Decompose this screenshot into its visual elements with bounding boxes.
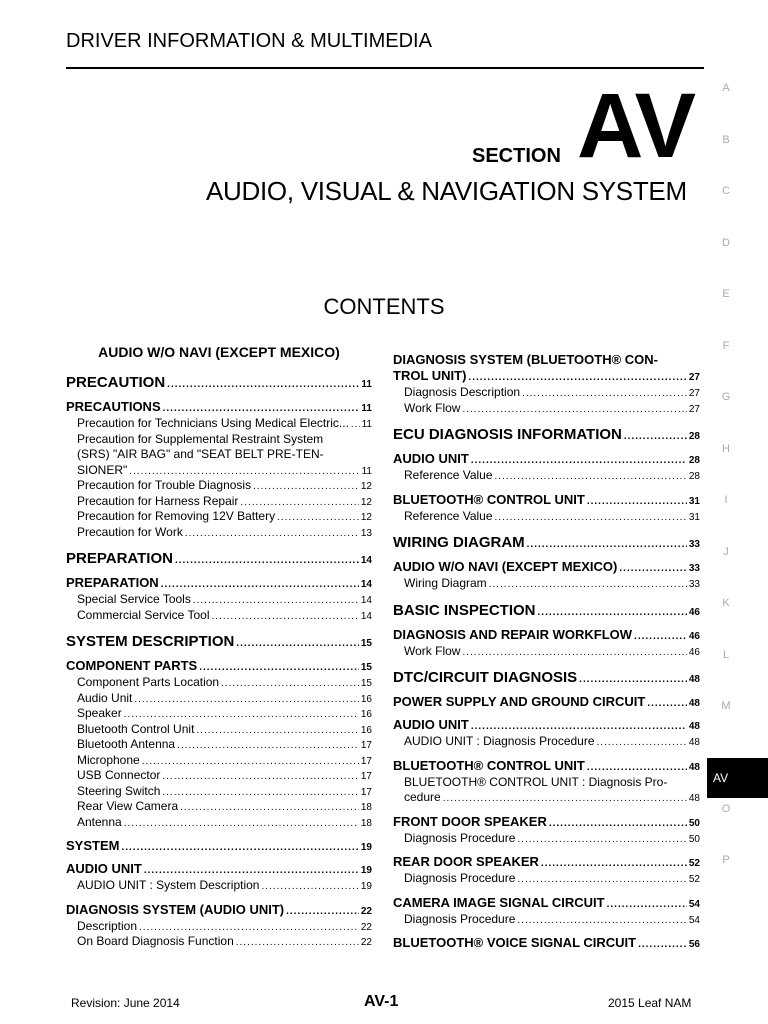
section-tab-e[interactable]: E bbox=[722, 288, 730, 300]
toc-subsection[interactable] bbox=[393, 814, 700, 829]
dot-leader bbox=[489, 579, 687, 590]
dot-leader bbox=[240, 497, 358, 508]
dot-leader bbox=[549, 818, 687, 829]
toc-entry-title: AUDIO UNIT bbox=[66, 861, 142, 876]
toc-page-number: 27 bbox=[688, 388, 700, 399]
toc-item[interactable] bbox=[66, 509, 372, 525]
dot-leader bbox=[462, 404, 686, 415]
toc-page-number: 28 bbox=[688, 471, 700, 482]
toc-page-number: 48 bbox=[688, 737, 700, 748]
toc-subsection[interactable] bbox=[393, 854, 700, 869]
toc-entry-title: Diagnosis Procedure bbox=[404, 911, 516, 926]
toc-entry-title: TROL UNIT) bbox=[393, 368, 467, 383]
contents-title: CONTENTS bbox=[323, 294, 445, 319]
toc-entry-title: Diagnosis Description bbox=[404, 385, 521, 399]
toc-entry-title: Reference Value bbox=[404, 508, 493, 523]
toc-chapter[interactable] bbox=[66, 633, 372, 650]
toc-entry-text: BLUETOOTH® CONTROL UNIT : Diagnosis Pro- bbox=[404, 774, 668, 789]
dot-leader bbox=[471, 721, 687, 732]
dot-leader bbox=[579, 674, 687, 685]
header-rule bbox=[66, 67, 704, 69]
toc-subsection[interactable] bbox=[66, 399, 372, 414]
toc-entry-title: Work Flow bbox=[404, 400, 461, 415]
toc-subsection[interactable] bbox=[393, 895, 700, 910]
dot-leader bbox=[286, 906, 359, 917]
toc-entry-title: On Board Diagnosis Function bbox=[77, 934, 234, 948]
toc-entry-title: Precaution for Removing 12V Battery bbox=[77, 509, 276, 523]
toc-entry-text: DIAGNOSIS SYSTEM (BLUETOOTH® CON- bbox=[393, 352, 659, 367]
toc-entry-title: DIAGNOSIS SYSTEM (AUDIO UNIT) bbox=[66, 901, 285, 917]
dot-leader bbox=[163, 403, 360, 414]
toc-left-column bbox=[66, 344, 372, 950]
toc-page-number: 48 bbox=[688, 793, 700, 804]
footer-page-number: AV-1 bbox=[364, 993, 399, 1010]
toc-chapter[interactable] bbox=[393, 602, 700, 619]
toc-page-number: 33 bbox=[688, 563, 700, 574]
toc-page-number: 15 bbox=[360, 662, 372, 673]
toc-page-number: 28 bbox=[688, 431, 700, 442]
toc-page-number: 11 bbox=[361, 403, 372, 414]
toc-page-number: 50 bbox=[688, 817, 700, 829]
toc-entry-title: CAMERA IMAGE SIGNAL CIRCUIT bbox=[393, 894, 605, 910]
toc-item[interactable] bbox=[66, 675, 372, 691]
toc-item[interactable] bbox=[66, 706, 372, 722]
toc-item[interactable] bbox=[393, 790, 700, 806]
section-tab-av[interactable]: AV bbox=[707, 758, 768, 798]
toc-item[interactable] bbox=[393, 401, 700, 417]
toc-entry-title: Diagnosis Procedure bbox=[404, 830, 516, 845]
toc-item[interactable] bbox=[393, 385, 700, 401]
toc-entry-title: Microphone bbox=[77, 752, 140, 767]
toc-subsection[interactable] bbox=[393, 451, 700, 466]
toc-page-number: 14 bbox=[360, 595, 372, 606]
toc-item[interactable] bbox=[66, 878, 372, 894]
toc-list bbox=[393, 352, 700, 950]
toc-page-number: 17 bbox=[360, 740, 372, 751]
toc-item[interactable] bbox=[66, 722, 372, 738]
toc-page-number: 16 bbox=[360, 709, 372, 720]
toc-entry-title: Work Flow bbox=[404, 643, 461, 658]
toc-item[interactable] bbox=[66, 463, 372, 479]
dot-leader bbox=[587, 496, 687, 507]
toc-page-number: 11 bbox=[361, 465, 372, 477]
dot-leader bbox=[647, 698, 687, 709]
section-tab-i[interactable]: I bbox=[724, 494, 728, 506]
toc-item[interactable] bbox=[66, 494, 372, 510]
footer-model: 2015 Leaf NAM bbox=[608, 996, 692, 1010]
toc-entry-title: Bluetooth Control Unit bbox=[77, 721, 195, 736]
toc-page-number: 19 bbox=[360, 842, 372, 853]
toc-page-number: 14 bbox=[360, 555, 372, 566]
dot-leader bbox=[443, 793, 687, 804]
toc-entry-title: Commercial Service Tool bbox=[77, 607, 210, 622]
toc-page-number: 11 bbox=[361, 419, 372, 430]
toc-entry-text: Precaution for Supplemental Restraint System bbox=[77, 431, 324, 446]
toc-entry-title: PREPARATION bbox=[66, 550, 173, 567]
toc-page-number: 17 bbox=[360, 755, 372, 767]
toc-item[interactable] bbox=[393, 734, 700, 750]
section-tab-m[interactable]: M bbox=[721, 700, 731, 712]
dot-leader bbox=[522, 388, 687, 399]
toc-page-number: 11 bbox=[361, 379, 372, 390]
toc-entry-title: Precaution for Harness Repair bbox=[77, 493, 239, 508]
toc-page-number: 19 bbox=[360, 865, 372, 876]
toc-entry-title: COMPONENT PARTS bbox=[66, 658, 198, 673]
dot-leader bbox=[124, 709, 359, 720]
toc-page-number: 12 bbox=[360, 512, 372, 523]
toc-entry-title: BLUETOOTH® CONTROL UNIT bbox=[393, 491, 585, 507]
toc-entry-title: REAR DOOR SPEAKER bbox=[393, 854, 539, 869]
toc-item[interactable] bbox=[393, 912, 700, 928]
dot-leader bbox=[634, 631, 687, 642]
dot-leader bbox=[495, 512, 687, 523]
toc-page-number: 12 bbox=[360, 481, 372, 492]
toc-entry-title: SYSTEM DESCRIPTION bbox=[66, 633, 235, 650]
toc-item[interactable] bbox=[66, 784, 372, 800]
toc-page-number: 17 bbox=[360, 786, 372, 798]
dot-leader bbox=[134, 694, 359, 705]
dot-leader bbox=[177, 740, 359, 751]
toc-entry-title: Description bbox=[77, 918, 138, 933]
dot-leader bbox=[139, 922, 359, 933]
section-tab-l[interactable]: L bbox=[722, 648, 730, 661]
toc-item[interactable] bbox=[66, 768, 372, 784]
dot-leader bbox=[185, 528, 359, 539]
dot-leader bbox=[236, 638, 359, 649]
section-tab-b[interactable]: B bbox=[722, 133, 730, 146]
dot-leader bbox=[261, 881, 358, 892]
section-tab-o[interactable]: O bbox=[721, 802, 731, 815]
dot-leader bbox=[538, 607, 687, 618]
footer-revision: Revision: June 2014 bbox=[71, 996, 180, 1010]
toc-page-number: 31 bbox=[688, 511, 700, 523]
toc-subsection[interactable] bbox=[66, 902, 372, 917]
dot-leader bbox=[175, 555, 359, 566]
dot-leader bbox=[517, 915, 686, 926]
toc-entry-title: BASIC INSPECTION bbox=[393, 601, 536, 619]
dot-leader bbox=[129, 466, 359, 477]
toc-chapter[interactable] bbox=[393, 426, 700, 443]
toc-entry-title: BLUETOOTH® CONTROL UNIT bbox=[393, 757, 585, 773]
toc-item[interactable] bbox=[66, 592, 372, 608]
section-tab-p[interactable]: P bbox=[722, 854, 730, 866]
toc-subsection[interactable] bbox=[393, 694, 700, 709]
toc-subsection[interactable] bbox=[393, 627, 700, 642]
dot-leader bbox=[124, 818, 359, 829]
dot-leader bbox=[236, 937, 359, 948]
toc-page-number: 15 bbox=[360, 678, 372, 689]
toc-entry-title: PRECAUTION bbox=[66, 374, 166, 391]
toc-item[interactable] bbox=[66, 525, 372, 541]
page-header-title: DRIVER INFORMATION & MULTIMEDIA bbox=[66, 30, 432, 52]
toc-page-number: 56 bbox=[688, 939, 700, 950]
dot-leader bbox=[221, 678, 359, 689]
toc-entry-title: Wiring Diagram bbox=[404, 576, 487, 590]
dot-leader bbox=[142, 756, 359, 767]
section-word: SECTION bbox=[472, 145, 561, 167]
toc-page-number: 16 bbox=[360, 724, 372, 736]
toc-chapter[interactable] bbox=[393, 534, 700, 551]
toc-entry-title: Reference Value bbox=[404, 468, 493, 482]
toc-entry-title: Component Parts Location bbox=[77, 675, 220, 689]
dot-leader bbox=[199, 662, 359, 673]
toc-page-number: 54 bbox=[688, 898, 700, 910]
toc-item[interactable] bbox=[393, 509, 700, 525]
toc-list bbox=[66, 374, 372, 950]
toc-entry-title: WIRING DIAGRAM bbox=[393, 534, 525, 551]
dot-leader bbox=[541, 858, 687, 869]
toc-entry-title: AUDIO UNIT bbox=[393, 717, 469, 732]
toc-entry-title: SYSTEM bbox=[66, 838, 120, 853]
toc-item[interactable] bbox=[66, 919, 372, 935]
toc-entry-title: cedure bbox=[404, 790, 441, 804]
dot-leader bbox=[193, 595, 359, 606]
toc-entry-title: Precaution for Technicians Using Medical Electric... bbox=[77, 416, 349, 430]
dot-leader bbox=[624, 431, 687, 442]
dot-leader bbox=[167, 379, 359, 390]
dot-leader bbox=[180, 802, 359, 813]
toc-entry-title: Rear View Camera bbox=[77, 799, 179, 813]
toc-page-number: 15 bbox=[360, 638, 372, 649]
toc-entry-title: ECU DIAGNOSIS INFORMATION bbox=[393, 426, 622, 443]
toc-item[interactable] bbox=[66, 608, 372, 624]
dot-leader bbox=[527, 539, 687, 550]
toc-entry-title: AUDIO W/O NAVI (EXCEPT MEXICO) bbox=[393, 559, 618, 574]
dot-leader bbox=[607, 899, 687, 910]
section-tab-h[interactable]: H bbox=[722, 442, 730, 455]
toc-entry-title: Steering Switch bbox=[77, 783, 161, 798]
dot-leader bbox=[196, 725, 358, 736]
toc-page-number: 52 bbox=[688, 858, 700, 869]
toc-subsection[interactable] bbox=[66, 861, 372, 876]
toc-chapter[interactable] bbox=[66, 550, 372, 567]
toc-subsection[interactable] bbox=[66, 838, 372, 853]
toc-entry-title: FRONT DOOR SPEAKER bbox=[393, 813, 547, 829]
dot-leader bbox=[462, 647, 686, 658]
section-tab-d[interactable]: D bbox=[722, 236, 730, 249]
dot-leader bbox=[471, 455, 687, 466]
dot-leader bbox=[468, 372, 686, 383]
toc-page-number: 48 bbox=[688, 721, 700, 732]
toc-page-number: 27 bbox=[688, 403, 700, 415]
toc-page-number: 22 bbox=[360, 905, 372, 917]
toc-page-number: 48 bbox=[688, 674, 700, 685]
toc-item[interactable] bbox=[393, 468, 700, 484]
toc-entry-title: AUDIO UNIT : Diagnosis Procedure bbox=[404, 734, 595, 748]
toc-entry-title: Speaker bbox=[77, 706, 122, 720]
toc-page-number: 48 bbox=[688, 698, 700, 709]
section-tab-k[interactable]: K bbox=[722, 597, 730, 609]
toc-page-number: 46 bbox=[688, 606, 700, 618]
toc-entry-title: Diagnosis Procedure bbox=[404, 871, 516, 885]
toc-page-number: 14 bbox=[360, 610, 372, 622]
column-heading: AUDIO W/O NAVI (EXCEPT MEXICO) bbox=[98, 344, 340, 360]
toc-entry-title: AUDIO UNIT : System Description bbox=[77, 878, 260, 892]
toc-entry-title: PRECAUTIONS bbox=[66, 399, 161, 414]
toc-entry-title: Bluetooth Antenna bbox=[77, 737, 176, 751]
dot-leader bbox=[212, 611, 359, 622]
toc-subsection[interactable] bbox=[393, 935, 700, 950]
toc-subsection[interactable] bbox=[393, 368, 700, 383]
section-index-tabs bbox=[707, 82, 745, 906]
toc-item[interactable] bbox=[66, 753, 372, 769]
section-tab-j[interactable]: J bbox=[723, 545, 729, 558]
toc-subsection[interactable] bbox=[393, 717, 700, 732]
dot-leader bbox=[277, 512, 359, 523]
toc-item[interactable] bbox=[66, 799, 372, 815]
toc-item[interactable] bbox=[66, 691, 372, 707]
toc-item[interactable] bbox=[393, 576, 700, 592]
section-tab-c[interactable]: C bbox=[722, 185, 730, 197]
toc-page-number: 14 bbox=[360, 579, 372, 590]
toc-entry-title: PREPARATION bbox=[66, 575, 159, 590]
toc-entry-title: USB Connector bbox=[77, 768, 161, 782]
toc-subsection[interactable] bbox=[66, 658, 372, 673]
toc-page-number: 28 bbox=[688, 455, 700, 466]
toc-entry-title: Precaution for Trouble Diagnosis bbox=[77, 478, 252, 492]
section-tab-a[interactable]: A bbox=[722, 82, 730, 94]
toc-page-number: 16 bbox=[360, 693, 372, 705]
toc-item[interactable] bbox=[393, 644, 700, 660]
dot-leader bbox=[619, 563, 686, 574]
toc-subsection[interactable] bbox=[393, 758, 700, 773]
dot-leader bbox=[597, 737, 687, 748]
dot-leader bbox=[638, 939, 687, 950]
toc-page-number: 54 bbox=[688, 914, 700, 926]
dot-leader bbox=[495, 471, 687, 482]
dot-leader bbox=[351, 419, 360, 430]
dot-leader bbox=[121, 842, 358, 853]
toc-page-number: 48 bbox=[688, 761, 700, 773]
dot-leader bbox=[253, 481, 359, 492]
toc-page-number: 31 bbox=[688, 495, 700, 507]
toc-item[interactable] bbox=[66, 815, 372, 831]
toc-page-number: 18 bbox=[360, 802, 372, 813]
toc-item[interactable] bbox=[66, 478, 372, 494]
section-title: AUDIO, VISUAL & NAVIGATION SYSTEM bbox=[206, 176, 687, 206]
toc-page-number: 19 bbox=[360, 881, 372, 892]
dot-leader bbox=[161, 579, 359, 590]
toc-entry-title: Precaution for Work bbox=[77, 524, 183, 539]
dot-leader bbox=[517, 874, 686, 885]
toc-subsection[interactable] bbox=[66, 575, 372, 590]
toc-page-number: 27 bbox=[688, 372, 700, 383]
toc-item[interactable] bbox=[66, 737, 372, 753]
dot-leader bbox=[144, 865, 359, 876]
toc-page-number: 46 bbox=[688, 630, 700, 642]
dot-leader bbox=[517, 834, 686, 845]
toc-page-number: 33 bbox=[688, 539, 700, 550]
toc-entry-title: Audio Unit bbox=[77, 690, 133, 705]
toc-entry-title: AUDIO UNIT bbox=[393, 451, 469, 466]
toc-chapter[interactable] bbox=[66, 374, 372, 391]
toc-right-column bbox=[393, 344, 700, 952]
toc-item[interactable] bbox=[66, 934, 372, 950]
toc-item[interactable] bbox=[66, 416, 372, 432]
toc-page-number: 52 bbox=[688, 874, 700, 885]
toc-page-number: 13 bbox=[360, 527, 372, 539]
toc-entry-text: (SRS) "AIR BAG" and "SEAT BELT PRE-TEN- bbox=[77, 447, 324, 461]
toc-entry-title: Antenna bbox=[77, 814, 122, 829]
toc-page-number: 17 bbox=[360, 771, 372, 782]
section-letters: AV bbox=[577, 75, 694, 177]
toc-page-number: 18 bbox=[360, 817, 372, 829]
toc-item[interactable] bbox=[393, 831, 700, 847]
section-tab-g[interactable]: G bbox=[721, 391, 731, 403]
toc-page-number: 46 bbox=[688, 646, 700, 658]
toc-entry-title: SIONER" bbox=[77, 462, 128, 477]
toc-page-number: 12 bbox=[360, 496, 372, 508]
toc-entry-title: BLUETOOTH® VOICE SIGNAL CIRCUIT bbox=[393, 935, 637, 950]
dot-leader bbox=[162, 787, 359, 798]
toc-entry-title: DIAGNOSIS AND REPAIR WORKFLOW bbox=[393, 626, 633, 642]
toc-entry-title: POWER SUPPLY AND GROUND CIRCUIT bbox=[393, 694, 646, 709]
dot-leader bbox=[162, 771, 359, 782]
section-tab-f[interactable]: F bbox=[722, 339, 730, 352]
toc-page-number: 50 bbox=[688, 833, 700, 845]
toc-page-number: 33 bbox=[688, 579, 700, 590]
toc-entry-title: Special Service Tools bbox=[77, 592, 191, 606]
toc-chapter[interactable] bbox=[393, 669, 700, 686]
dot-leader bbox=[587, 762, 687, 773]
toc-entry-title: DTC/CIRCUIT DIAGNOSIS bbox=[393, 669, 578, 686]
toc-page-number: 22 bbox=[360, 921, 372, 933]
toc-item[interactable] bbox=[393, 871, 700, 887]
toc-subsection[interactable] bbox=[393, 492, 700, 507]
toc-subsection[interactable] bbox=[393, 559, 700, 574]
toc-page-number: 22 bbox=[360, 937, 372, 948]
